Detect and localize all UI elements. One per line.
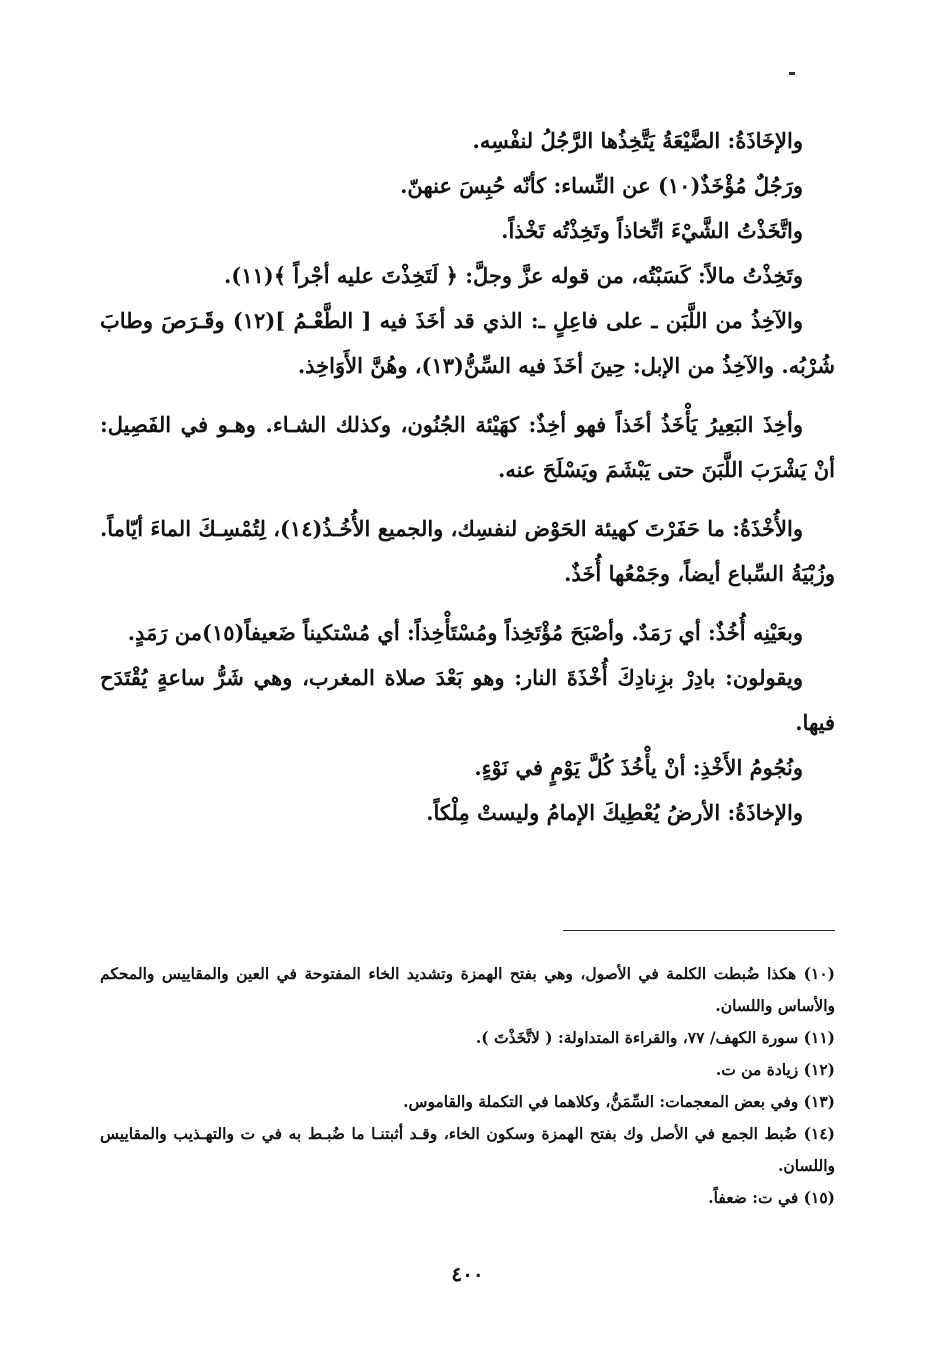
footnote-divider — [563, 930, 835, 931]
paragraph-yaqooloon: ويقولون: بادِرْ بزِنادِكَ أُخْذَةَ النار: وهو بَعْدَ صلاة المغرب، وهي شَرُّ ساعةٍ يُقْتَدَح فيها. — [100, 665, 835, 735]
paragraph-ikhadha: والإخَاذَةُ: الضَّيْعَةُ يَتَّخِذُها الرَّجُلُ لنفْسِه. — [472, 128, 803, 153]
footnote-11: (١١) سورة الكهف/ ٧٧، والقراءة المتداولة: ( لاتَّخَذْتَ ). — [475, 1028, 835, 1047]
paragraph-akhidh-laban: والآخِذُ من اللَّبَن ـ على فاعِلٍ ـ: الذي قد أخَذَ فيه [ الطَّعْـمُ ](١٢) وقَـرَصَ وطابَ شُرْبُه. والآخِذُ من الإبل: حِينَ أخَذَ فيه السِّنُّ(١٣)، وهُنَّ الأَوَاخِذ. — [100, 308, 835, 378]
paragraph-biaynihi: وبعَيْنِه أُخُذٌ: أي رَمَدٌ. وأصْبَحَ مُؤْتَخِذاً ومُسْتَأْخِذاً: أي مُسْتكيناً ضَعيفاً(١٥)من رَمَدٍ. — [127, 620, 803, 645]
footnote-15: (١٥) في ت: ضعفاً. — [708, 1188, 835, 1207]
footnote-10: (١٠) هكذا ضُبطت الكلمة في الأصول، وهي بفتح الهمزة وتشديد الخاء المفتوحة في العين والمقاييس والمحكم والأساس واللسان. — [100, 964, 835, 1015]
paragraph-akhidha-baeer: وأخِذَ البَعِيرُ يَأْخَذُ أخَذاً فهو أخِذٌ: كهَيْئة الجُنُون، وكذلك الشـاء. وهـو في الفَصِيل: أنْ يَشْرَبَ اللَّبَنَ حتى يَبْشَمَ ويَسْلَحَ عنه. — [100, 412, 835, 482]
page-number: ٤٠٠ — [451, 1262, 484, 1286]
main-text — [100, 118, 835, 835]
footnotes — [100, 958, 835, 1214]
footnote-14: (١٤) ضُبط الجمع في الأصل وك بفتح الهمزة وسكون الخاء، وقـد أثبتنـا ما ضُبـط به في ت والتهـذيب والمقاييس واللسان. — [100, 1124, 835, 1175]
paragraph-ittakhadhtu: واتَّخَذْتُ الشَّيْءَ اتِّخاذاً وتَخِذْتُه تَخْذاً. — [501, 218, 803, 243]
corner-mark — [789, 72, 795, 75]
paragraph-mukhadh: ورَجُلٌ مُؤْخَذٌ(١٠) عن النِّساء: كأنّه حُبِسَ عنهنّ. — [400, 173, 803, 198]
paragraph-ukhdha: والأُخْذَةُ: ما حَفَرْتَ كهيئة الحَوْض لنفسِك، والجميع الأُخُـذُ(١٤)، لِتُمْسِـكَ الماءَ أيّاماً. وزُبْيَةُ السِّباع أيضاً، وجَمْعُها أُخَذٌ. — [100, 516, 835, 586]
paragraph-ikhadha-ard: والإخاذَةُ: الأرضُ يُعْطِيكَ الإمامُ وليستْ مِلْكاً. — [426, 800, 803, 825]
paragraph-nujoom: ونُجُومُ الأَخْذِ: أنْ يأْخُذَ كُلَّ يَوْمٍ في نَوْءٍ. — [474, 755, 803, 780]
paragraph-takhidhtu: وتَخِذْتُ مالاً: كَسَبْتُه، من قوله عزَّ وجلَّ: ﴿ لَتَخِذْتَ عليه أجْراً ﴾(١١). — [223, 263, 803, 288]
footnote-12: (١٢) زيادة من ت. — [715, 1060, 835, 1079]
footnote-13: (١٣) وفي بعض المعجمات: السِّمَنُّ، وكلاهما في التكملة والقاموس. — [403, 1092, 835, 1111]
